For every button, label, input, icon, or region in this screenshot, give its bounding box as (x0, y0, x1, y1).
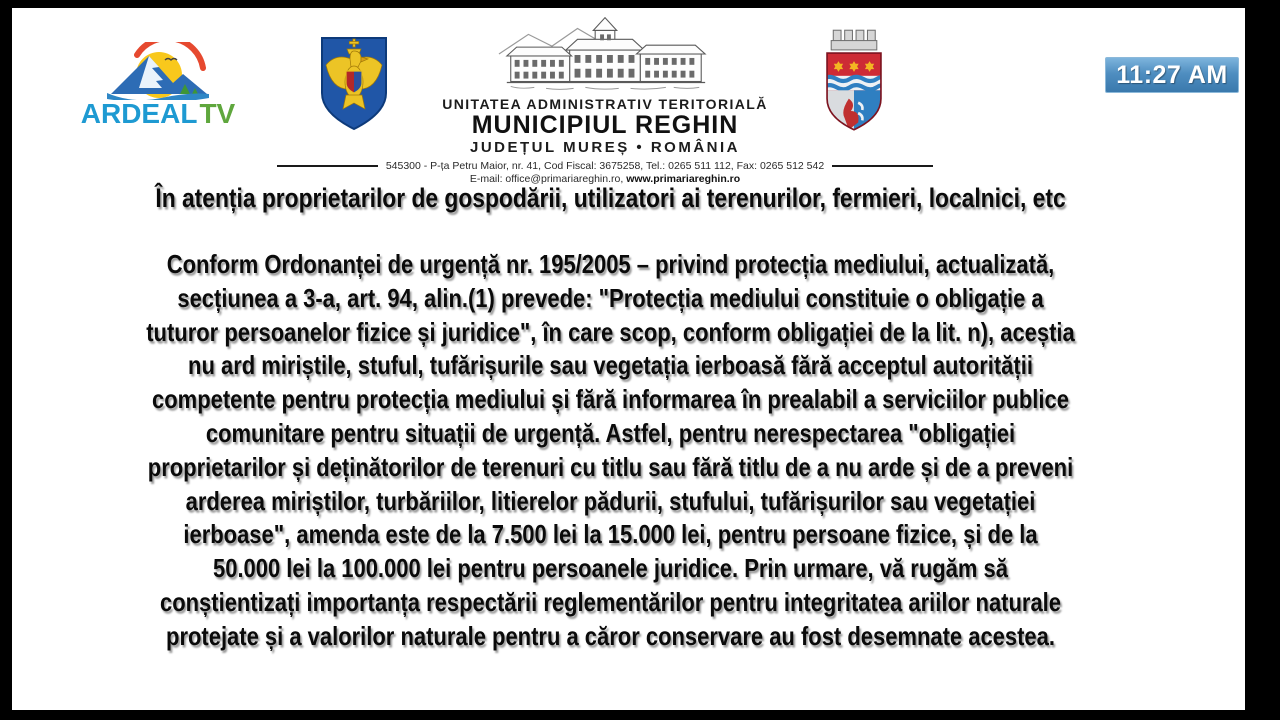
org-region: JUDEȚUL MUREȘ • ROMÂNIA (470, 139, 740, 156)
announcement-body-line: proprietarilor și deținătorilor de terenuri cu titlu sau fără titlu de a nu arde și de a preveni (147, 451, 1074, 482)
website-text: www.primariareghin.ro (626, 173, 741, 185)
channel-name-ardeal: ARDEAL (80, 98, 198, 129)
address-row (269, 160, 941, 172)
time-overlay (1105, 57, 1239, 93)
reghin-coat-of-arms-icon (818, 24, 890, 138)
org-type: UNITATEA ADMINISTRATIV TERITORIALĂ (442, 96, 768, 112)
broadcast-page (12, 8, 1245, 710)
announcement-body-line: secțiunea a 3-a, art. 94, alin.(1) prevede: "Protecția mediului constituie o obligație a (177, 282, 1044, 313)
announcement-body-line: 50.000 lei la 100.000 lei pentru persoanele juridice. Prin urmare, vă rugăm să (213, 553, 1008, 584)
rule-right (832, 165, 933, 167)
announcement-body-line: Conform Ordonanței de urgență nr. 195/2005 – privind protecția mediului, actualizată, (166, 249, 1055, 279)
org-name: MUNICIPIUL REGHIN (471, 111, 739, 139)
townhall-sketch-icon (497, 16, 713, 94)
announcement-body-line: protejate și a valorilor naturale pentru a căror conservare au fost desemnate acestea. (166, 620, 1055, 651)
ardealtv-mountain-sun-icon (99, 42, 217, 100)
announcement-body-line: comunitare pentru situații de urgență. Astfel, pentru nerespectarea "obligației (205, 417, 1016, 448)
channel-name (78, 98, 238, 129)
announcement-body-line: tuturor persoanelor fizice și juridice", în care scop, conform obligației de la lit. n), aceștia (146, 316, 1075, 347)
email-text: E-mail: office@primariareghin.ro, (469, 173, 627, 185)
address-line: 545300 - P-ța Petru Maior, nr. 41, Cod Fiscal: 3675258, Tel.: 0265 511 112, Fax: 0265 512 542 (385, 160, 825, 172)
announcement-body-line: arderea miriștilor, turbăriilor, litierelor pădurii, stufului, tufărișurilor sau vegetației (185, 485, 1036, 516)
announcement-body-line: conștientizați importanța respectării reglementărilor pentru integritatea ariilor naturale (159, 586, 1062, 617)
announcement-title: În atenția proprietarilor de gospodării, utilizatori ai terenurilor, fermieri, localnici, etc (155, 183, 1066, 213)
rule-left (277, 165, 378, 167)
announcement-body-line: ierboase", amenda este de la 7.500 lei la 15.000 lei, pentru persoane fizice, și de la (183, 519, 1038, 550)
announcement-body (105, 248, 1116, 654)
announcement-body-line: nu ard miriștile, stuful, tufărișurile sau vegetația ierboasă fără acceptul autorității (188, 350, 1033, 381)
ardealtv-logo (78, 42, 238, 127)
announcement-body-line: competente pentru protecția mediului și fără informarea în prealabil a serviciilor publice (152, 384, 1069, 415)
time-text: 11:27 AM (1116, 60, 1228, 89)
announcement (12, 181, 1209, 654)
channel-name-tv: TV (199, 98, 236, 129)
